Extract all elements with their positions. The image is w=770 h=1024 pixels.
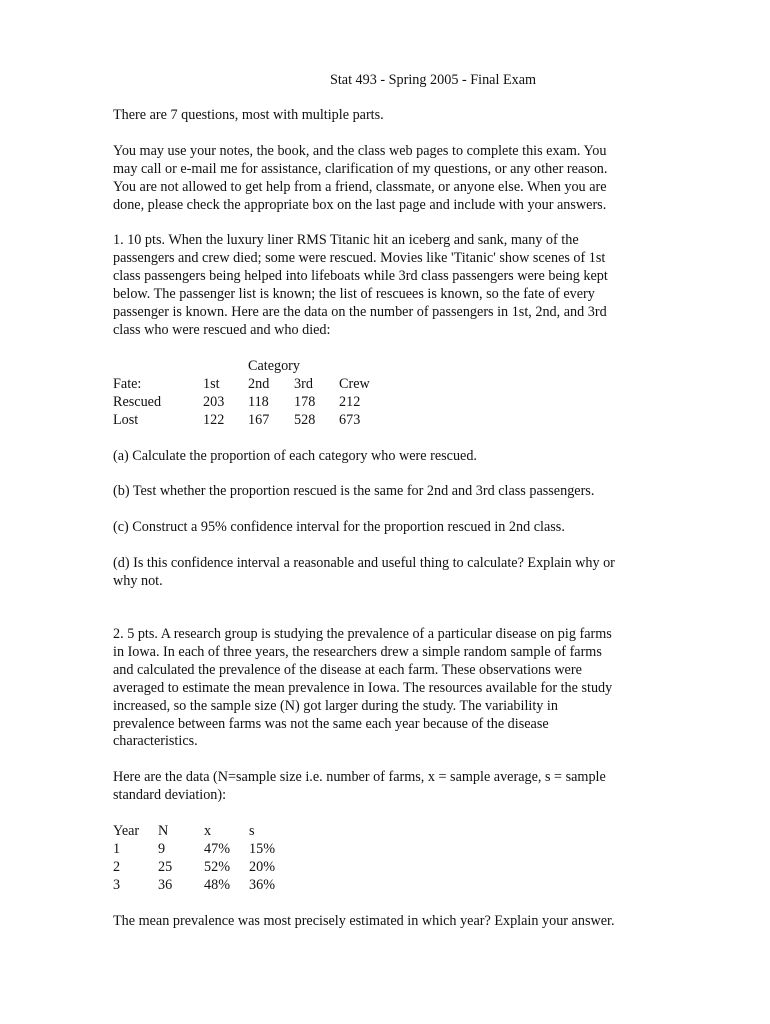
text-line: class passengers being helped into lifeboats while 3rd class passengers were being kept — [113, 268, 608, 285]
table-cell: Crew — [339, 375, 370, 392]
table-header-row — [113, 376, 370, 394]
text-line: averaged to estimate the mean prevalence in Iowa. The resources available for the study — [113, 679, 613, 696]
table-cell: 203 — [203, 393, 225, 410]
table-cell: s — [249, 823, 255, 840]
table-row — [113, 412, 370, 430]
table-cell: 52% — [204, 859, 231, 875]
intro-question-count: There are 7 questions, most with multiple parts. — [113, 106, 384, 123]
table-row — [113, 841, 275, 859]
table-cell: 1st — [203, 375, 220, 392]
spacer — [113, 609, 653, 626]
table-cell: 20% — [249, 859, 276, 875]
table-row — [113, 394, 370, 412]
intro-instructions — [113, 143, 653, 215]
text-line: prevalence between farms was not the same each year because of the disease — [113, 715, 549, 732]
table-cell: 47% — [204, 841, 231, 858]
table-cell: 118 — [248, 393, 269, 410]
table-row — [113, 358, 370, 376]
table-cell: x — [204, 823, 212, 840]
table-row — [113, 877, 275, 895]
text-line: You may use your notes, the book, and the class web pages to complete this exam. You — [113, 142, 607, 159]
text-line: why not. — [113, 573, 163, 590]
text-line: and calculated the prevalence of the disease at each farm. These observations were — [113, 661, 582, 678]
table-cell: 2 — [113, 859, 121, 875]
text-line: 1. 10 pts. When the luxury liner RMS Titanic hit an iceberg and sank, many of the — [113, 232, 579, 249]
table-cell: 3 — [113, 876, 121, 893]
text-line: passenger is known. Here are the data on the number of passengers in 1st, 2nd, and 3rd — [113, 304, 607, 321]
question-1c: (c) Construct a 95% confidence interval for the proportion rescued in 2nd class. — [113, 519, 565, 536]
table-cell: Lost — [113, 411, 139, 428]
question-2-prompt — [113, 626, 653, 751]
table-row — [113, 859, 275, 877]
table-cell: 122 — [203, 411, 225, 428]
table-cell: 36% — [249, 876, 276, 893]
question-1a: (a) Calculate the proportion of each category who were rescued. — [113, 447, 477, 464]
table-cell: 48% — [204, 876, 231, 893]
text-line: may call or e-mail me for assistance, clarification of my questions, or any other reason. — [113, 160, 608, 177]
text-line: passengers and crew died; some were rescued. Movies like 'Titanic' show scenes of 1st — [113, 250, 606, 267]
question-1d — [113, 555, 653, 591]
prevalence-table — [113, 823, 275, 895]
question-2-final: The mean prevalence was most precisely estimated in which year? Explain your answer. — [113, 912, 615, 929]
text-line: below. The passenger list is known; the list of rescuees is known, so the fate of every — [113, 286, 595, 303]
table-cell: Rescued — [113, 393, 162, 410]
table-cell: 212 — [339, 393, 361, 410]
text-line: in Iowa. In each of three years, the researchers drew a simple random sample of farms — [113, 643, 602, 660]
table-cell: N — [158, 823, 169, 840]
text-line: standard deviation): — [113, 787, 227, 804]
question-1b: (b) Test whether the proportion rescued is the same for 2nd and 3rd class passengers. — [113, 483, 595, 500]
text-line: done, please check the appropriate box on the last page and include with your answers. — [113, 196, 607, 213]
table-cell: Fate: — [113, 375, 142, 392]
table-cell: Year — [113, 823, 140, 840]
text-line: class who were rescued and who died: — [113, 321, 331, 338]
text-line: (d) Is this confidence interval a reasonable and useful thing to calculate? Explain why or — [113, 555, 615, 572]
text-line: increased, so the sample size (N) got larger during the study. The variability in — [113, 697, 558, 714]
question-2-data-intro — [113, 769, 653, 805]
category-label: Category — [248, 357, 301, 374]
table-header-row — [113, 823, 275, 841]
text-line: 2. 5 pts. A research group is studying the prevalence of a particular disease on pig farms — [113, 626, 612, 643]
table-cell: 167 — [248, 411, 270, 428]
table-cell: 673 — [339, 411, 361, 428]
text-line: You are not allowed to get help from a friend, classmate, or anyone else. When you are — [113, 178, 607, 195]
exam-title: Stat 493 - Spring 2005 - Final Exam — [329, 72, 537, 88]
exam-page — [113, 72, 653, 949]
text-line: Here are the data (N=sample size i.e. number of farms, x = sample average, s = sample — [113, 769, 606, 786]
question-1-prompt — [113, 232, 653, 339]
table-cell: 1 — [113, 841, 121, 858]
table-cell: 9 — [158, 841, 166, 858]
table-cell: 36 — [158, 876, 173, 893]
table-cell: 3rd — [294, 375, 313, 392]
table-cell: 25 — [158, 859, 173, 875]
titanic-table — [113, 358, 370, 430]
table-cell: 15% — [249, 841, 276, 858]
table-cell: 528 — [294, 411, 316, 428]
table-cell: 2nd — [248, 375, 270, 392]
text-line: characteristics. — [113, 733, 198, 750]
table-cell: 178 — [294, 393, 316, 410]
